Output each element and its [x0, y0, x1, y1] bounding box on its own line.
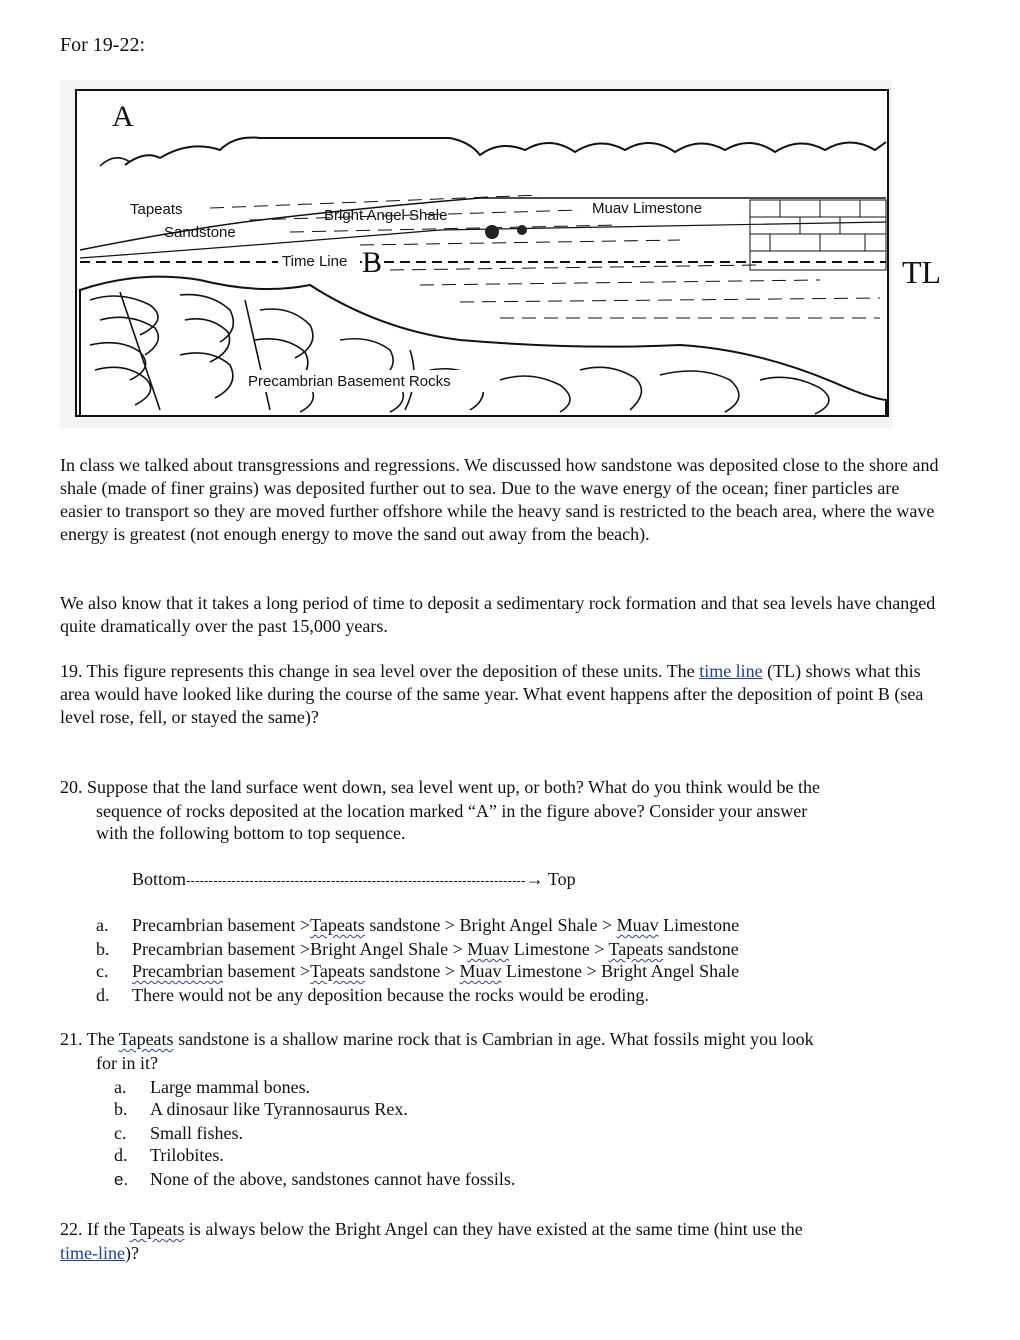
option-text: Large mammal bones. [150, 1077, 311, 1097]
option-label: a. [96, 915, 109, 935]
q20-option-d[interactable] [96, 984, 649, 1007]
option-text: Muav [459, 961, 502, 981]
q21-text-pre: 21. The [60, 1029, 119, 1049]
q21-line-2: for in it? [96, 1053, 158, 1073]
option-text: Precambrian basement > [132, 915, 311, 935]
option-text: Limestone [658, 915, 740, 935]
label-muav-limestone: Muav Limestone [592, 200, 703, 217]
label-b: B [362, 246, 383, 279]
option-text: A dinosaur like Tyrannosaurus Rex. [150, 1099, 408, 1119]
label-bright-angel-shale: Bright Angel Shale [324, 207, 448, 224]
q20-line-3: with the following bottom to top sequence. [96, 823, 406, 843]
option-text: sandstone > Bright Angel Shale > [364, 915, 617, 935]
trilobite-fossil-icon [485, 225, 499, 239]
option-label: d. [114, 1145, 128, 1165]
q21-option-e[interactable] [114, 1168, 515, 1191]
q21-option-c[interactable] [114, 1122, 243, 1145]
q22-tapeats: Tapeats [129, 1219, 185, 1239]
label-precambrian: Precambrian Basement Rocks [248, 373, 451, 390]
intro-paragraph-2: We also know that it takes a long period of time to deposit a sedimentary rock formation and that sea levels have changed quite dramatically over the past 15,000 years. [60, 593, 936, 636]
option-text: Tapeats [608, 939, 664, 959]
cross-section-diagram [60, 80, 892, 428]
option-label: b. [114, 1099, 128, 1119]
option-text: basement > [222, 961, 311, 981]
q21-tapeats: Tapeats [118, 1029, 174, 1049]
label-tapeats: Tapeats [130, 201, 183, 218]
option-text: Tapeats [310, 961, 365, 981]
option-label: d. [96, 985, 110, 1005]
shell-fossil-icon [517, 225, 527, 235]
option-text: Precambrian basement >Bright Angel Shale > [132, 939, 468, 959]
q22-text-mid: is always below the Bright Angel can they have existed at the same time (hint use the [184, 1219, 803, 1239]
q20-option-c[interactable] [96, 960, 739, 983]
q22-line-1 [60, 1218, 803, 1241]
page-header: For 19-22: [60, 34, 145, 56]
option-label: b. [96, 939, 110, 959]
q21-option-d[interactable] [114, 1144, 224, 1167]
intro-paragraph-1: In class we talked about transgressions and regressions. We discussed how sandstone was deposited close to the shore and shale (made of finer grains) was deposited further out to sea. Due to the wave energy of the ocean; finer particles are easier to transport so they are moved further offshore while the heavy sand is restricted to the beach area, where the wave energy is greatest (not enough energy to move the sand out away from the beach). [60, 455, 939, 544]
option-text: sandstone > [364, 961, 460, 981]
top-arrow-label: → Top [525, 869, 576, 889]
q20-line-1: 20. Suppose that the land surface went down, sea level went up, or both? What do you think would be the [60, 777, 820, 797]
label-time-line: Time Line [282, 253, 348, 270]
q22-text-pre: 22. If the [60, 1219, 130, 1239]
option-text: Muav [616, 915, 659, 935]
option-text: There would not be any deposition because the rocks would be eroding. [132, 985, 649, 1005]
option-label: c. [114, 1123, 127, 1143]
option-text: Precambrian [132, 961, 223, 981]
q21-text-post: sandstone is a shallow marine rock that is Cambrian in age. What fossils might you look [173, 1029, 814, 1049]
label-sandstone: Sandstone [164, 224, 236, 241]
option-text: Trilobites. [150, 1145, 224, 1165]
option-label: e. [114, 1170, 129, 1189]
question-19 [60, 660, 940, 729]
q21-option-a[interactable] [114, 1076, 310, 1099]
option-text: Limestone > [509, 939, 609, 959]
time-line-link[interactable]: time line [699, 661, 763, 681]
sequence-dashes: --------------------------------------------------------------------------- [186, 873, 526, 888]
option-text: Limestone > Bright Angel Shale [501, 961, 740, 981]
option-text: None of the above, sandstones cannot have fossils. [150, 1169, 516, 1189]
q20-option-b[interactable] [96, 938, 739, 961]
q22-line-2 [60, 1242, 139, 1265]
q20-option-a[interactable] [96, 914, 739, 937]
q21-line-1 [60, 1028, 814, 1051]
q19-text-post: (TL) shows what this area would have looked like during the course of the same year. What event happens after the deposition of point B (sea level rose, fell, or stayed the same)? [60, 661, 924, 727]
option-label: c. [96, 961, 109, 981]
option-text: Muav [467, 939, 510, 959]
option-label: a. [114, 1077, 127, 1097]
q19-text-pre: 19. This figure represents this change in sea level over the deposition of these units. The [60, 661, 700, 681]
time-line-link-2[interactable]: time-line [60, 1243, 125, 1263]
q20-line-2: sequence of rocks deposited at the location marked “A” in the figure above? Consider your answer [96, 801, 808, 821]
label-a: A [112, 100, 134, 133]
bottom-label: Bottom [132, 869, 187, 889]
geology-figure [60, 80, 892, 428]
option-text: Tapeats [310, 915, 365, 935]
bottom-top-sequence [132, 868, 576, 892]
option-text: Small fishes. [150, 1123, 243, 1143]
q21-option-b[interactable] [114, 1098, 408, 1121]
option-text: sandstone [663, 939, 739, 959]
label-tl: TL [902, 254, 942, 290]
q22-text-post: )? [124, 1243, 139, 1263]
